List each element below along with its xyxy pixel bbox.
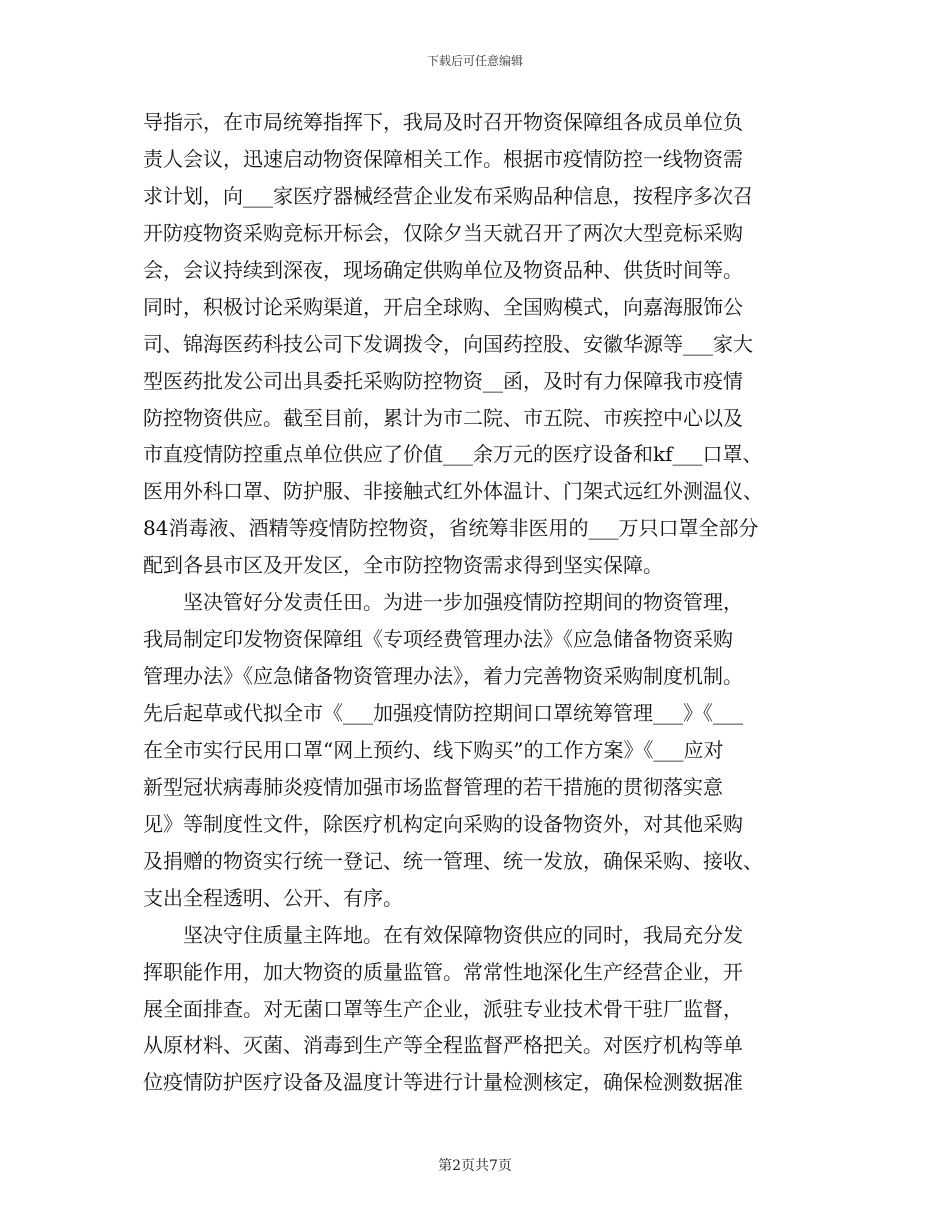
text-line: 同时，积极讨论采购渠道，开启全球购、全国购模式，向嘉海服饰公 [143, 294, 743, 319]
text-line: 从原材料、灭菌、消毒到生产等全程监督严格把关。对医疗机构等单 [143, 1033, 743, 1058]
text-line: 见》等制度性文件，除医疗机构定向采购的设备物资外，对其他采购 [143, 811, 743, 836]
text-line: 支出全程透明、公开、有序。 [143, 885, 403, 910]
text-line: 我局制定印发物资保障组《专项经费管理办法》《应急储备物资采购 [143, 627, 733, 652]
text-line: 防控物资供应。截至目前，累计为市二院、市五院、市疾控中心以及 [143, 405, 743, 430]
text-line: 84消毒液、酒精等疫情防控物资，省统筹非医用的___万只口罩全部分 [143, 516, 759, 541]
text-line: 会，会议持续到深夜，现场确定供购单位及物资品种、供货时间等。 [143, 257, 743, 282]
text-line: 在全市实行民用口罩“网上预约、线下购买”的工作方案》《___应对 [143, 737, 724, 762]
text-line: 配到各县市区及开发区，全市防控物资需求得到坚实保障。 [143, 553, 663, 578]
text-line: 医用外科口罩、防护服、非接触式红外体温计、门架式远红外测温仪、 [143, 479, 763, 504]
text-line: 及捐赠的物资实行统一登记、统一管理、统一发放，确保采购、接收、 [143, 848, 763, 873]
text-line: 坚决管好分发责任田。为进一步加强疫情防控期间的物资管理， [143, 590, 743, 615]
text-line: 型医药批发公司出具委托采购防控物资__函，及时有力保障我市疫情 [143, 368, 743, 393]
paragraph-1 [143, 104, 807, 584]
text-line: 坚决守住质量主阵地。在有效保障物资供应的同时，我局充分发 [143, 922, 743, 947]
text-line: 管理办法》《应急储备物资管理办法》，着力完善物资采购制度机制。 [143, 664, 743, 689]
text-line: 责人会议，迅速启动物资保障相关工作。根据市疫情防控一线物资需 [143, 146, 743, 171]
text-line: 导指示，在市局统筹指挥下，我局及时召开物资保障组各成员单位负 [143, 110, 743, 134]
paragraph-3 [143, 917, 807, 1102]
text-line: 新型冠状病毒肺炎疫情加强市场监督管理的若干措施的贯彻落实意 [143, 774, 723, 799]
text-line: 市直疫情防控重点单位供应了价值___余万元的医疗设备和kf___口罩、 [143, 442, 763, 467]
text-line: 展全面排查。对无菌口罩等生产企业，派驻专业技术骨干驻厂监督， [143, 996, 743, 1021]
text-line: 位疫情防护医疗设备及温度计等进行计量检测核定，确保检测数据准 [143, 1070, 743, 1095]
paragraph-2 [143, 584, 807, 916]
page-number-footer: 第2页共7页 [438, 1158, 512, 1174]
text-line: 挥职能作用，加大物资的质量监管。常常性地深化生产经营企业，开 [143, 959, 743, 984]
page-header: 下载后可任意编辑 [426, 54, 523, 68]
text-line: 司、锦海医药科技公司下发调拨令，向国药控股、安徽华源等___家大 [143, 331, 753, 356]
document-body [143, 104, 807, 1101]
text-line: 求计划，向___家医疗器械经营企业发布采购品种信息，按程序多次召 [143, 183, 753, 208]
text-line: 先后起草或代拟全市《___加强疫情防控期间口罩统筹管理___》《___ [143, 701, 743, 725]
text-line: 开防疫物资采购竞标开标会，仅除夕当天就召开了两次大型竞标采购 [143, 220, 743, 245]
